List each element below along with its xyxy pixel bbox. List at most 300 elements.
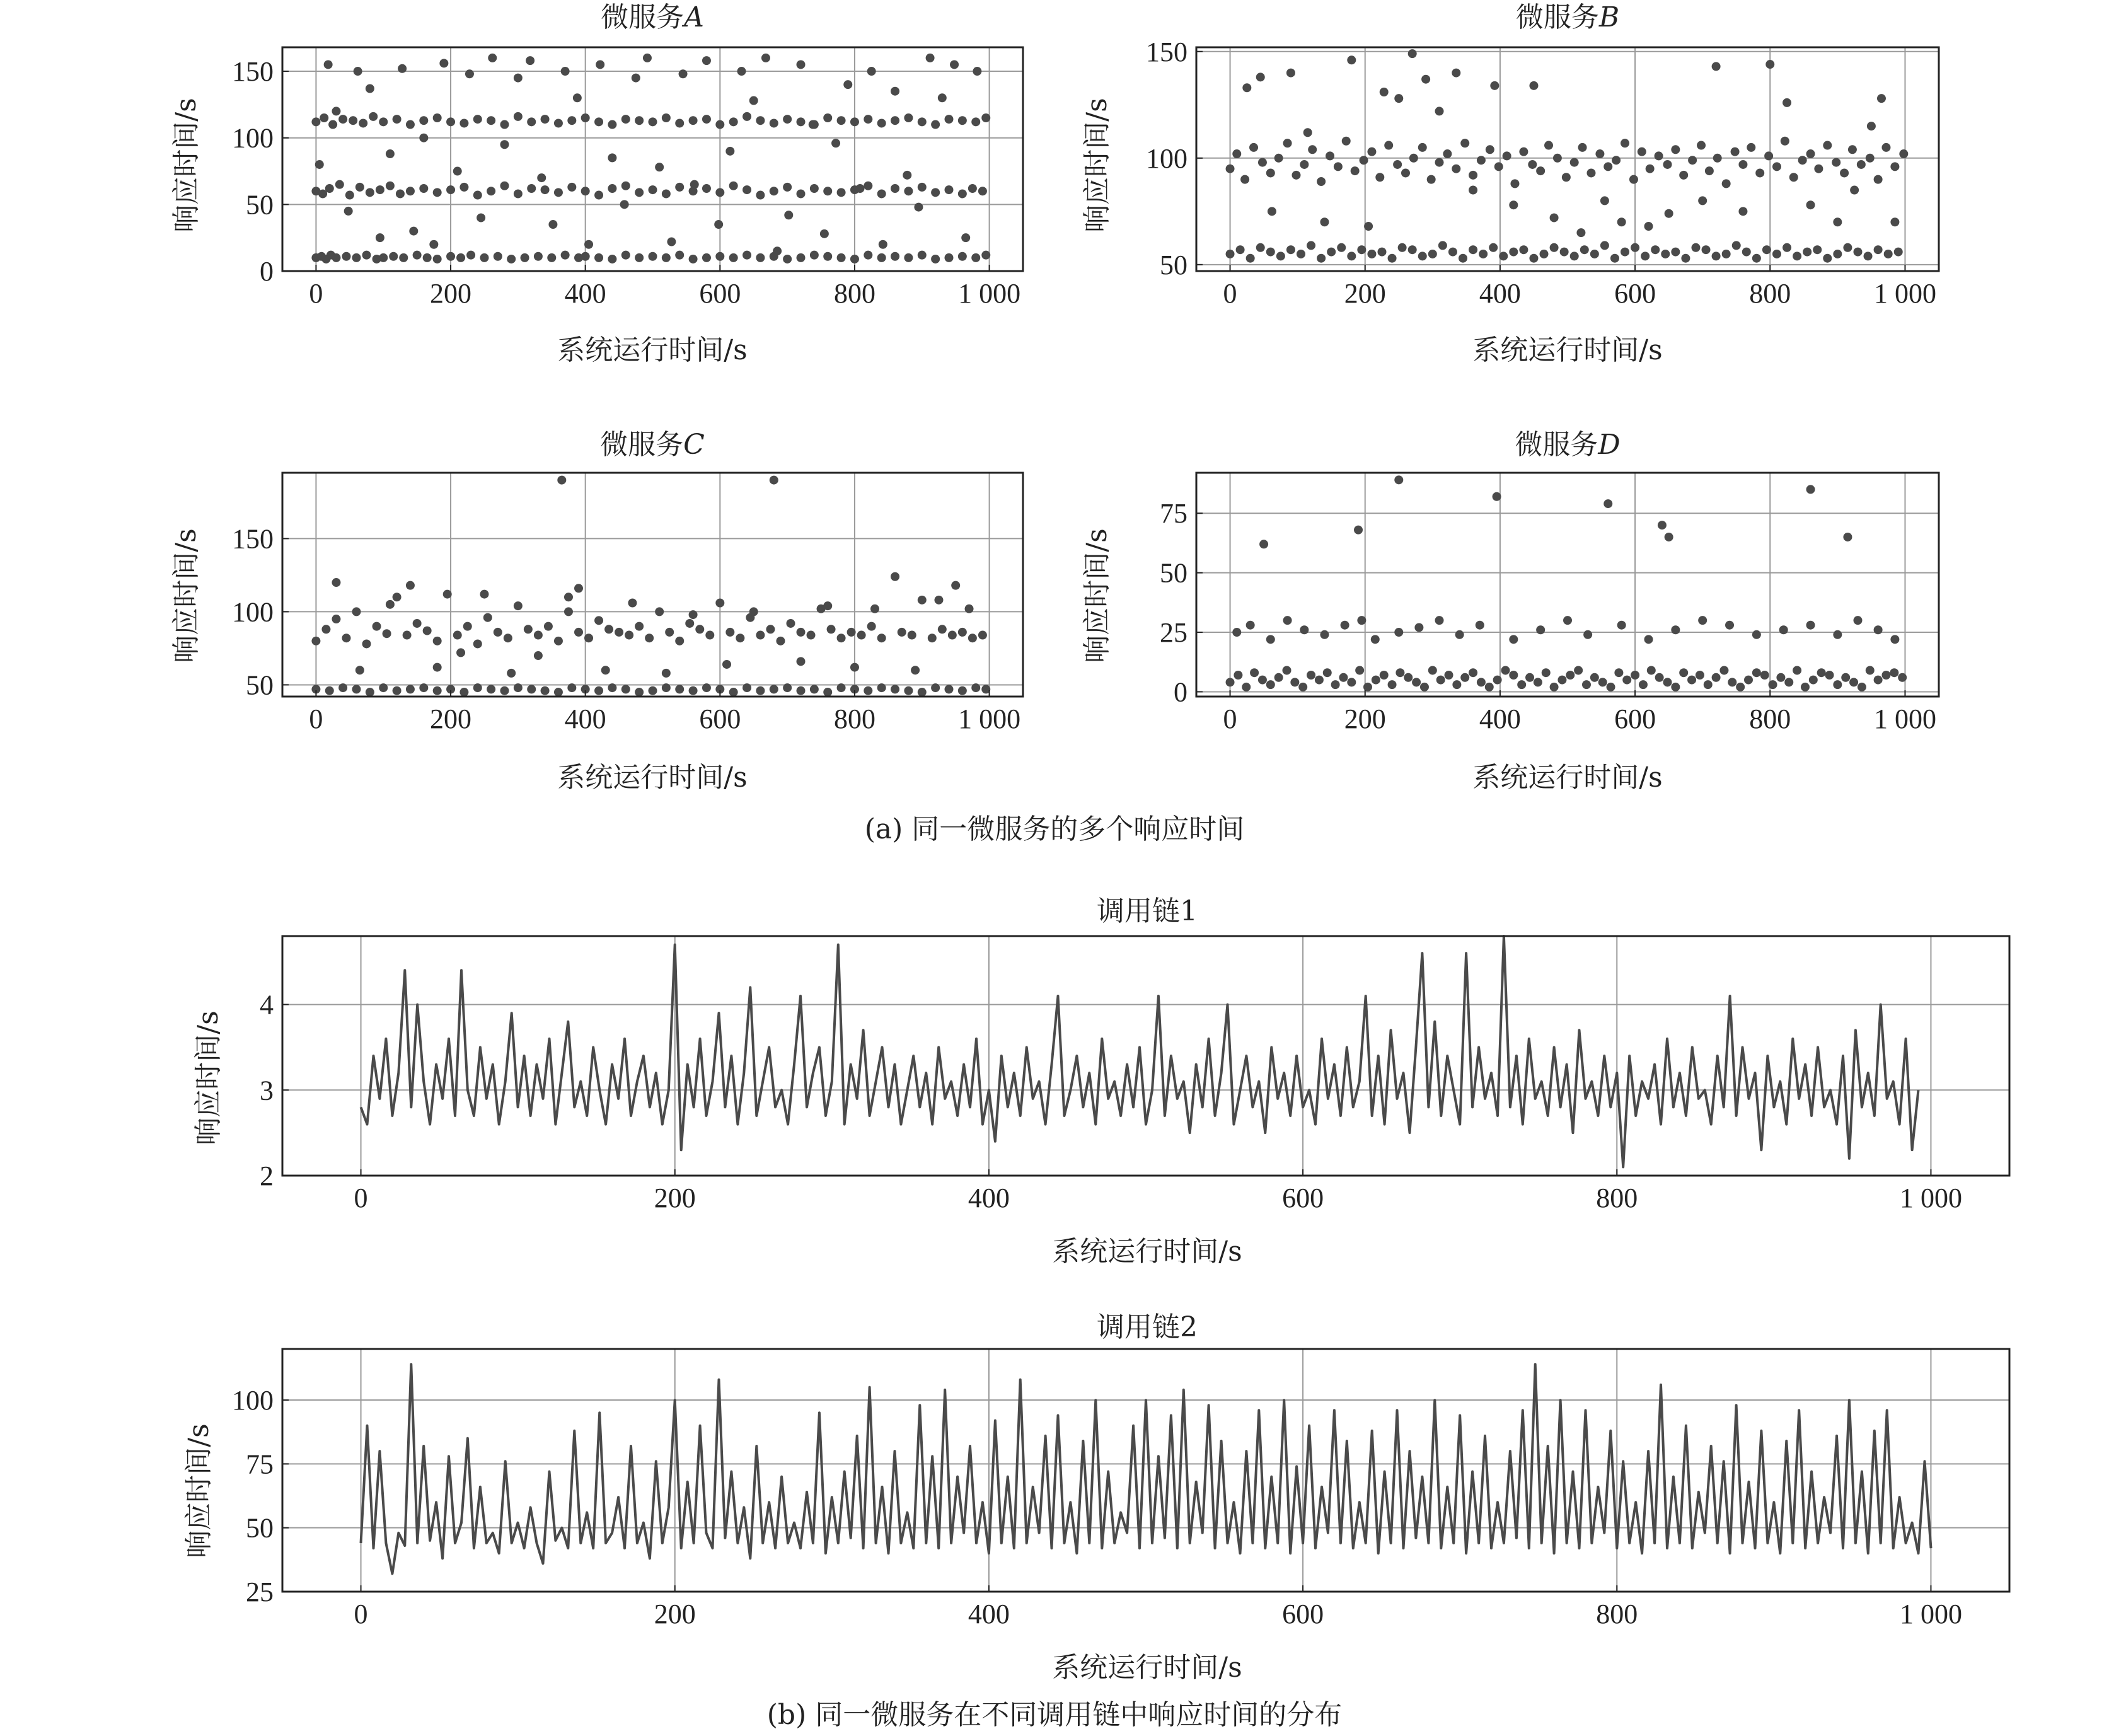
scatter-point <box>675 685 684 693</box>
scatter-point <box>423 253 432 262</box>
scatter-point <box>797 657 806 666</box>
scatter-point <box>1655 673 1664 682</box>
scatter-point <box>1874 175 1883 184</box>
scatter-point <box>311 117 320 126</box>
scatter-point <box>675 251 684 260</box>
scatter-point <box>1519 245 1528 254</box>
scatter-point <box>1658 521 1667 529</box>
scatter-point <box>352 253 361 262</box>
scatter-point <box>1722 250 1731 258</box>
scatter-point <box>856 184 865 193</box>
scatter-point <box>1371 635 1380 644</box>
scatter-point <box>1671 625 1680 634</box>
scatter-point <box>1752 630 1761 639</box>
scatter-point <box>379 683 388 692</box>
scatter-point <box>810 685 819 693</box>
scatter-point <box>1857 160 1866 169</box>
scatter-point <box>1578 143 1587 152</box>
scatter-point <box>554 637 563 645</box>
scatter-point <box>521 253 529 262</box>
scatter-point <box>1877 94 1886 103</box>
scatter-point <box>332 253 340 262</box>
scatter-point <box>1326 151 1334 160</box>
scatter-point <box>675 637 684 645</box>
scatter-point <box>749 96 758 105</box>
scatter-point <box>1544 141 1553 150</box>
scatter-point <box>951 581 960 590</box>
scatter-point <box>1738 207 1747 216</box>
scatter-point <box>1665 209 1673 218</box>
scatter-point <box>581 252 590 261</box>
scatter-point <box>487 187 495 195</box>
x-tick-label: 1 000 <box>1899 1599 1962 1629</box>
scatter-point <box>635 622 644 631</box>
scatter-point <box>332 578 340 587</box>
scatter-point <box>406 120 415 129</box>
scatter-point <box>1697 141 1706 150</box>
scatter-point <box>1226 678 1235 686</box>
scatter-point <box>1661 250 1670 258</box>
scatter-point <box>342 634 350 642</box>
y-tick-label: 0 <box>260 256 274 287</box>
scatter-point <box>690 180 699 189</box>
x-tick-label: 800 <box>833 278 875 309</box>
scatter-point <box>1793 252 1801 260</box>
scatter-point <box>541 185 550 194</box>
scatter-point <box>850 663 859 672</box>
scatter-point <box>584 240 593 249</box>
x-tick-label: 0 <box>1223 278 1237 309</box>
scatter-point <box>1783 243 1791 252</box>
chart-chain1-xlabel: 系统运行时间/s <box>1052 1235 1242 1268</box>
scatter-point <box>1339 673 1348 682</box>
scatter-point <box>1719 666 1728 674</box>
scatter-point <box>1550 243 1559 252</box>
scatter-point <box>480 590 488 599</box>
scatter-point <box>1867 122 1876 130</box>
scatter-point <box>1529 254 1538 263</box>
scatter-point <box>1736 683 1745 692</box>
y-tick-label: 100 <box>232 1385 274 1416</box>
scatter-point <box>1421 75 1430 84</box>
y-tick-label: 25 <box>246 1577 274 1607</box>
scatter-point <box>1651 245 1660 254</box>
x-tick-label: 200 <box>1344 278 1386 309</box>
scatter-point <box>1327 248 1336 257</box>
scatter-point <box>1712 252 1721 260</box>
scatter-point <box>903 171 911 180</box>
scatter-point <box>1418 252 1427 260</box>
scatter-point <box>1655 151 1663 160</box>
scatter-point <box>891 685 899 693</box>
scatter-point <box>1469 171 1477 180</box>
scatter-point <box>1323 668 1332 677</box>
scatter-point <box>1772 162 1781 171</box>
scatter-point <box>770 685 778 693</box>
scatter-point <box>702 184 711 193</box>
scatter-point <box>1276 252 1285 260</box>
scatter-point <box>567 683 576 692</box>
scatter-point <box>1590 250 1599 258</box>
scatter-point <box>1825 671 1834 680</box>
scatter-point <box>1562 173 1571 182</box>
scatter-point <box>1722 179 1731 188</box>
scatter-point <box>608 184 616 193</box>
scatter-point <box>1890 217 1899 226</box>
scatter-point <box>1610 254 1619 263</box>
scatter-point <box>1300 625 1309 634</box>
scatter-point <box>373 622 381 631</box>
scatter-point <box>1420 683 1429 692</box>
scatter-point <box>534 651 543 660</box>
scatter-point <box>978 631 987 640</box>
scatter-point <box>433 663 442 672</box>
scatter-point <box>398 64 407 73</box>
scatter-point <box>376 233 384 242</box>
scatter-point <box>561 251 570 260</box>
scatter-point <box>1341 621 1349 630</box>
scatter-point <box>1452 69 1460 78</box>
scatter-point <box>504 634 512 642</box>
scatter-point <box>1884 250 1893 258</box>
chart-chain1-ylabel: 响应时间/s <box>192 1010 224 1145</box>
scatter-point <box>332 107 340 115</box>
scatter-point <box>419 184 428 193</box>
scatter-point <box>1833 680 1842 689</box>
scatter-point <box>1765 60 1774 69</box>
scatter-point <box>1307 241 1315 250</box>
scatter-point <box>608 120 616 129</box>
scatter-point <box>807 631 816 640</box>
scatter-point <box>891 252 899 261</box>
scatter-point <box>338 115 347 124</box>
scatter-point <box>1806 621 1815 630</box>
chart-c-ylabel: 响应时间/s <box>170 528 202 663</box>
scatter-point <box>1789 173 1798 182</box>
scatter-point <box>1598 678 1607 686</box>
scatter-point <box>831 139 840 148</box>
x-tick-label: 0 <box>354 1599 368 1629</box>
scatter-point <box>473 191 482 200</box>
scatter-point <box>1553 154 1562 163</box>
scatter-point <box>386 600 395 609</box>
scatter-point <box>870 605 879 613</box>
chart-chain2-title: 调用链2 <box>1097 1311 1198 1343</box>
scatter-point <box>904 253 913 262</box>
scatter-point <box>918 688 927 697</box>
scatter-point <box>908 631 916 640</box>
x-tick-label: 400 <box>968 1183 1010 1213</box>
y-tick-label: 100 <box>232 596 274 628</box>
scatter-point <box>625 631 633 640</box>
scatter-point <box>655 607 664 616</box>
scatter-point <box>635 688 644 697</box>
scatter-point <box>1823 141 1832 150</box>
scatter-point <box>621 182 630 190</box>
scatter-point <box>1776 673 1785 682</box>
scatter-point <box>325 686 334 695</box>
scatter-point <box>342 252 350 261</box>
scatter-point <box>507 255 516 263</box>
scatter-point <box>1679 668 1688 677</box>
scatter-point <box>938 93 947 102</box>
scatter-point <box>1663 160 1672 169</box>
scatter-point <box>514 74 523 83</box>
scatter-point <box>1687 676 1696 685</box>
scatter-point <box>1784 678 1793 686</box>
scatter-point <box>500 140 509 149</box>
scatter-point <box>1408 49 1417 58</box>
scatter-point <box>1843 243 1852 252</box>
scatter-point <box>729 182 738 190</box>
scatter-point <box>1246 254 1255 263</box>
scatter-point <box>1617 621 1626 630</box>
x-tick-label: 400 <box>564 703 606 734</box>
scatter-point <box>403 631 412 640</box>
scatter-point <box>934 596 943 605</box>
scatter-point <box>355 183 364 192</box>
scatter-point <box>1550 683 1559 692</box>
scatter-point <box>1477 678 1486 686</box>
scatter-point <box>742 251 751 260</box>
scatter-point <box>958 252 967 261</box>
y-tick-label: 4 <box>260 989 274 1021</box>
scatter-point <box>1590 673 1599 682</box>
scatter-point <box>978 187 987 195</box>
scatter-point <box>433 113 442 122</box>
scatter-point <box>386 182 395 190</box>
scatter-point <box>857 631 866 640</box>
scatter-point <box>635 116 644 125</box>
scatter-point <box>344 207 353 216</box>
scatter-point <box>1452 680 1461 689</box>
scatter-point <box>433 637 442 645</box>
scatter-point <box>1347 252 1356 260</box>
scatter-point <box>722 660 731 669</box>
scatter-point <box>1435 158 1444 167</box>
scatter-point <box>1779 625 1788 634</box>
x-tick-label: 400 <box>1479 703 1521 734</box>
scatter-point <box>1688 156 1697 165</box>
scatter-point <box>1595 149 1604 158</box>
scatter-point <box>1232 628 1241 637</box>
scatter-point <box>1899 149 1908 158</box>
scatter-point <box>534 252 543 261</box>
scatter-point <box>1557 676 1566 685</box>
scatter-point <box>891 116 899 125</box>
scatter-point <box>1300 160 1309 169</box>
scatter-point <box>1698 616 1707 625</box>
x-tick-label: 600 <box>1282 1599 1324 1629</box>
scatter-point <box>864 686 872 695</box>
scatter-point <box>705 631 714 640</box>
scatter-point <box>1258 158 1267 167</box>
scatter-point <box>320 113 328 122</box>
scatter-point <box>879 240 887 249</box>
scatter-point <box>1427 175 1436 184</box>
chart-chain2-ylabel: 响应时间/s <box>183 1423 215 1558</box>
scatter-point <box>1226 250 1235 258</box>
scatter-point <box>736 634 744 642</box>
scatter-point <box>1864 252 1873 260</box>
scatter-point <box>729 253 738 262</box>
scatter-point <box>1536 625 1545 634</box>
scatter-point <box>473 639 482 648</box>
scatter-point <box>891 184 899 193</box>
scatter-point <box>1525 673 1534 682</box>
scatter-point <box>433 255 442 263</box>
chart-b-ylabel: 响应时间/s <box>1081 98 1113 233</box>
scatter-point <box>837 116 846 125</box>
scatter-point <box>864 251 872 260</box>
scatter-point <box>1367 148 1376 156</box>
scatter-point <box>473 115 482 124</box>
scatter-point <box>931 120 940 129</box>
x-tick-label: 1 000 <box>958 278 1021 309</box>
scatter-point <box>1691 243 1700 252</box>
scatter-point <box>443 590 452 599</box>
scatter-point <box>714 220 723 229</box>
scatter-point <box>770 119 778 127</box>
scatter-point <box>662 113 671 122</box>
scatter-point <box>446 117 455 126</box>
scatter-point <box>1469 186 1477 195</box>
scatter-point <box>1622 676 1631 685</box>
scatter-point <box>1493 676 1502 685</box>
scatter-point <box>1813 245 1822 254</box>
scatter-point <box>914 203 923 212</box>
scatter-point <box>1528 160 1537 169</box>
scatter-point <box>945 685 954 693</box>
scatter-point <box>1890 635 1899 644</box>
chart-d-ylabel: 响应时间/s <box>1081 528 1113 663</box>
scatter-point <box>1772 250 1781 258</box>
scatter-point <box>1490 81 1499 90</box>
scatter-point <box>524 625 533 634</box>
chart-a-xlabel: 系统运行时间/s <box>557 334 748 366</box>
scatter-point <box>1347 678 1356 686</box>
scatter-point <box>1298 683 1307 692</box>
scatter-point <box>1881 671 1890 680</box>
scatter-point <box>621 685 630 693</box>
scatter-point <box>1443 149 1452 158</box>
x-tick-label: 400 <box>564 278 606 309</box>
scatter-point <box>756 191 765 200</box>
scatter-point <box>1738 160 1747 169</box>
scatter-point <box>1375 173 1384 182</box>
y-tick-label: 25 <box>1160 617 1187 649</box>
scatter-point <box>1833 250 1842 258</box>
scatter-point <box>1445 671 1453 680</box>
scatter-point <box>1412 678 1421 686</box>
y-tick-label: 150 <box>1146 36 1187 67</box>
scatter-point <box>554 119 563 127</box>
scatter-point <box>850 117 859 126</box>
y-tick-label: 3 <box>260 1075 274 1106</box>
scatter-point <box>1639 680 1648 689</box>
scatter-point <box>1806 485 1815 494</box>
scatter-point <box>971 253 980 262</box>
scatter-point <box>1503 151 1511 160</box>
scatter-point <box>628 599 637 608</box>
scatter-point <box>756 686 765 695</box>
scatter-point <box>1331 680 1340 689</box>
scatter-point <box>786 619 795 628</box>
y-tick-label: 100 <box>1146 142 1187 174</box>
scatter-point <box>584 634 593 642</box>
scatter-point <box>1380 88 1389 96</box>
scatter-point <box>655 163 664 171</box>
scatter-point <box>1259 540 1268 548</box>
scatter-point <box>1363 683 1372 692</box>
scatter-point <box>1242 683 1251 692</box>
scatter-point <box>325 184 334 193</box>
scatter-point <box>948 631 957 640</box>
scatter-point <box>1712 62 1721 71</box>
scatter-point <box>1570 158 1579 167</box>
scatter-point <box>1570 252 1579 260</box>
scatter-point <box>715 252 724 261</box>
scatter-point <box>349 116 357 125</box>
scatter-point <box>379 253 388 262</box>
scatter-point <box>1679 171 1688 180</box>
scatter-point <box>514 112 523 121</box>
scatter-point <box>1509 635 1518 644</box>
scatter-point <box>1414 623 1423 632</box>
scatter-point <box>1509 248 1518 257</box>
scatter-point <box>1469 245 1477 254</box>
y-tick-label: 50 <box>1160 249 1187 281</box>
scatter-point <box>433 188 442 197</box>
scatter-point <box>459 183 468 192</box>
scatter-point <box>1519 148 1528 156</box>
scatter-point <box>1388 680 1397 689</box>
scatter-point <box>507 669 516 678</box>
y-tick-label: 100 <box>232 122 274 154</box>
scatter-point <box>742 112 751 121</box>
scatter-point <box>1357 245 1366 254</box>
y-tick-label: 50 <box>1160 557 1187 589</box>
scatter-point <box>352 607 361 616</box>
scatter-point <box>1290 678 1299 686</box>
scatter-point <box>594 616 603 625</box>
x-tick-label: 600 <box>1282 1183 1324 1213</box>
scatter-point <box>662 683 671 692</box>
scatter-point <box>581 187 590 195</box>
scatter-point <box>311 637 320 645</box>
scatter-point <box>439 59 448 67</box>
scatter-point <box>1698 196 1707 205</box>
scatter-point <box>918 596 927 605</box>
scatter-point <box>797 60 806 69</box>
caption-a: (a) 同一微服务的多个响应时间 <box>864 813 1245 845</box>
scatter-point <box>554 688 563 697</box>
scatter-point <box>898 628 906 637</box>
y-tick-label: 2 <box>260 1160 274 1191</box>
scatter-point <box>473 683 482 692</box>
scatter-point <box>315 160 324 169</box>
scatter-point <box>1725 621 1734 630</box>
scatter-point <box>1320 217 1329 226</box>
scatter-point <box>1494 162 1503 171</box>
scatter-point <box>715 120 724 129</box>
scatter-point <box>649 185 657 194</box>
scatter-point <box>729 117 738 126</box>
scatter-point <box>500 182 509 190</box>
scatter-point <box>931 255 940 263</box>
scatter-point <box>891 87 899 96</box>
scatter-point <box>465 69 474 78</box>
